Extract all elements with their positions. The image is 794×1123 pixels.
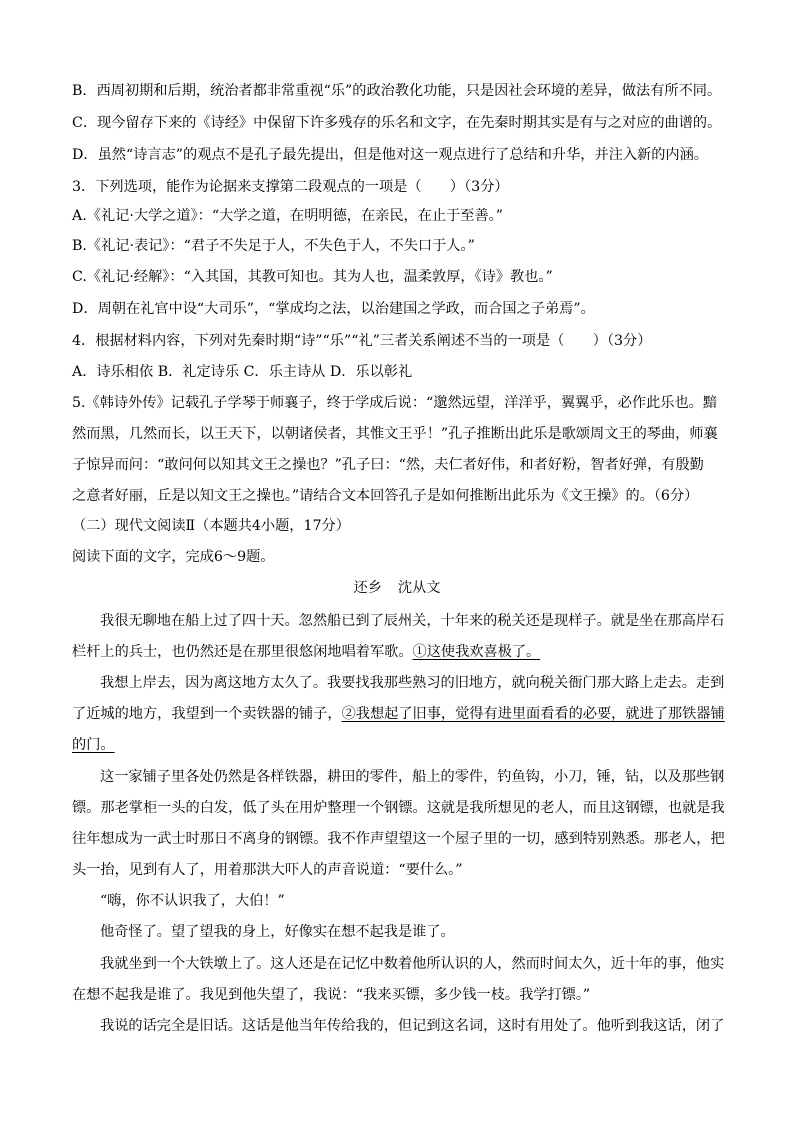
- section-instruction: 阅读下面的文字，完成6～9题。: [72, 549, 275, 565]
- underlined-sentence-2: ②我想起了旧事，觉得有进里面看看的必要，就进了那铁器铺: [341, 706, 725, 722]
- p1-line-2-text: 栏杆上的兵士，也仍然还是在那里很悠闲地唱着军歌。: [72, 644, 413, 660]
- p4-dialogue: “嗨，你不认识我了，大伯！”: [100, 893, 285, 909]
- p7-line-1: 我说的话完全是旧话。这话是他当年传给我的，但记到这名词，这时有用处了。他听到我这话，闭了: [100, 1018, 725, 1034]
- q3-option-a: A.《礼记·大学之道》：“大学之道，在明明德，在亲民，在止于至善。”: [72, 208, 504, 224]
- p2-line-3: [72, 735, 115, 755]
- p3-line-4: 头一抬，见到有人了，用着那洪大吓人的声音说道：“要什么。”: [72, 862, 463, 878]
- p5-line: 他奇怪了。望了望我的身上，好像实在想不起我是谁了。: [100, 924, 455, 940]
- q5-line-3: 子惊异而问：“敢问何以知其文王之操也？”孔子曰：“然，夫仁者好伟，和者好粉，智者好弹，有殷勤: [72, 457, 704, 473]
- q2-option-b: B．西周初期和后期，统治者都非常重视“乐”的政治教化功能，只是因社会环境的差异，做法有所不同。: [72, 83, 722, 99]
- p3-line-3: 往年想成为一武士时那日不离身的钢镖。我不作声望望这一个屋子里的一切，感到特别熟悉。那老人，把: [72, 831, 725, 847]
- q5-line-2: 然而黑，几然而长，以王天下，以朝诸侯者，其惟文王乎！”孔子推断出此乐是歌颂周文王的琴曲，师襄: [72, 426, 718, 442]
- q2-option-d: D．虽然“诗言志”的观点不是孔子最先提出，但是他对这一观点进行了总结和升华，并注入新的内涵。: [72, 147, 708, 163]
- p3-line-1: 这一家铺子里各处仍然是各样铁器，耕田的零件，船上的零件，钓鱼钩，小刀，锤，钻，以及那些钢: [100, 769, 725, 785]
- q3-option-c: C.《礼记·经解》：“入其国，其教可知也。其为人也，温柔敦厚，《诗》教也。”: [72, 269, 553, 285]
- q2-option-c: C．现今留存下来的《诗经》中保留下许多残存的乐名和文字，在先秦时期其实是有与之对应的曲谱的。: [72, 115, 722, 131]
- p6-line-1: 我就坐到一个大铁墩上了。这人还是在记忆中数着他所认识的人，然而时间太久，近十年的事，他实: [100, 956, 725, 972]
- p3-line-2: 镖。那老掌柜一头的白发，低了头在用炉整理一个钢镖。这就是我所想见的老人，而且这钢镖，也就是我: [72, 800, 725, 816]
- p2-line-1: 我想上岸去，因为离这地方太久了。我要找我那些熟习的旧地方，就向税关衙门那大路上走去。走到: [100, 675, 725, 691]
- underlined-sentence-1: ①这使我欢喜极了。: [412, 644, 541, 660]
- article-author: 沈从文: [397, 580, 441, 596]
- q5-line-1: 5.《韩诗外传》记载孔子学琴于师襄子，终于学成后说：“邈然远望，洋洋乎，翼翼乎，必作此乐也。黯: [72, 395, 718, 411]
- p1-line-1: 我很无聊地在船上过了四十天。忽然船已到了辰州关，十年来的税关还是现样子。就是坐在那高岸石: [100, 613, 725, 629]
- q4-stem: 4．根据材料内容，下列对先秦时期“诗”“乐”“礼”三者关系阐述不当的一项是（ ）（3分）: [72, 333, 652, 349]
- p2-line-2-text: 了近城的地方，我望到一个卖铁器的铺子，: [72, 706, 342, 722]
- p2-line-2: [72, 704, 725, 724]
- article-title-text: 还乡: [353, 580, 382, 596]
- article-title: [0, 578, 794, 598]
- p1-line-2: [72, 642, 540, 662]
- underlined-sentence-2-end: 的门。: [72, 737, 115, 753]
- q3-option-b: B.《礼记·表记》：“君子不失足于人，不失色于人，不失口于人。”: [72, 238, 475, 254]
- p6-line-2: 在想不起我是谁了。我见到他失望了，我说：“我来买镖，多少钱一枝。我学打镖。”: [72, 987, 591, 1003]
- q4-options: A．诗乐相依 B．礼定诗乐 C．乐主诗从 D．乐以彰礼: [72, 364, 413, 380]
- q5-line-4: 之意者好丽，丘是以知文王之操也。”请结合文本回答孔子是如何推断出此乐为《文王操》的。（6分）: [72, 488, 699, 504]
- section-heading: （二）现代文阅读Ⅱ（本题共4小题，17分）: [72, 518, 350, 534]
- q3-option-d: D．周朝在礼官中设“大司乐”，“掌成均之法，以治建国之学政，而合国之子弟焉”。: [72, 301, 595, 317]
- q3-stem: 3．下列选项，能作为论据来支撑第二段观点的一项是（ ）（3分）: [72, 179, 509, 195]
